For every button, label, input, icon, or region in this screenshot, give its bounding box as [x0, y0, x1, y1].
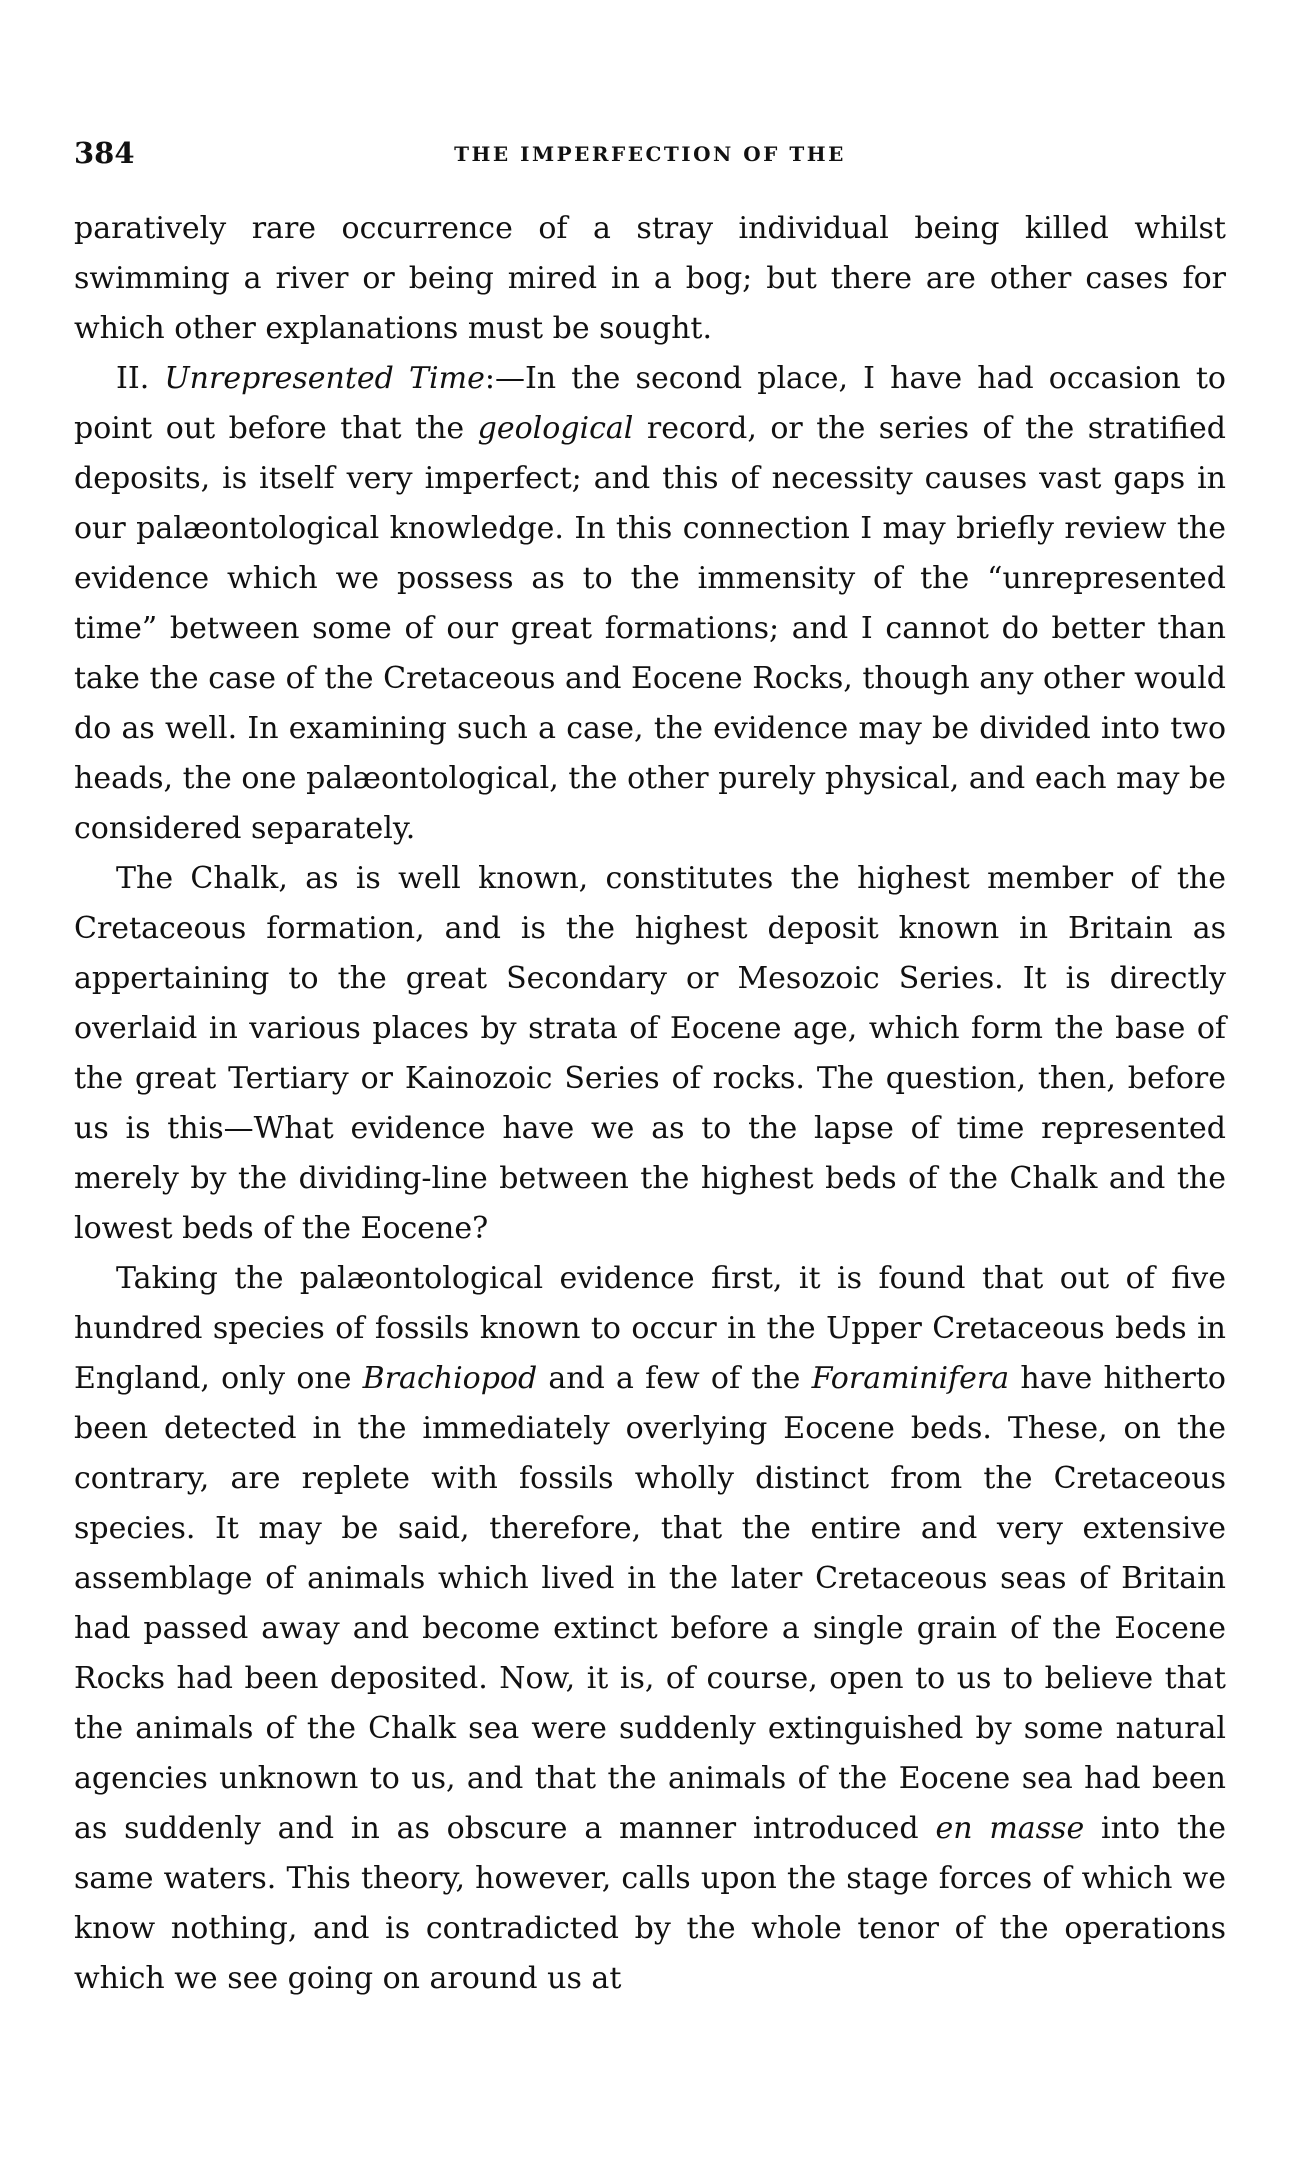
- text-run: II.: [116, 361, 165, 396]
- paragraph-2: [74, 354, 1226, 854]
- text-run: and a few of the: [537, 1361, 812, 1396]
- book-page: [74, 136, 1226, 2004]
- text-run: :—In the second place, I have had occasion to point out before that the: [74, 361, 1226, 446]
- page-header: [74, 136, 1226, 176]
- paragraph-1: [74, 204, 1226, 354]
- italic-text: Brachiopod: [362, 1361, 538, 1396]
- running-head: THE IMPERFECTION OF THE: [454, 142, 846, 166]
- paragraph-3: [74, 854, 1226, 1254]
- italic-text: Foraminifera: [811, 1361, 1010, 1396]
- italic-text: Unrepresented Time: [164, 361, 485, 396]
- body-text: [74, 204, 1226, 2004]
- page-number: 384: [74, 136, 135, 170]
- paragraph-4: [74, 1254, 1226, 2004]
- text-run: have hitherto been detected in the immediately overlying Eocene beds. These, on the contrary, are replete with fossils wholly distinct from the Cretaceous species. It may be said, therefore, that the entire and very extensive assemblage of animals which lived in the later Cretaceous seas of Britain had passed away and become extinct before a single grain of the Eocene Rocks had been deposited. Now, it is, of course, open to us to believe that the animals of the Chalk sea were suddenly extinguished by some natural agencies unknown to us, and that the animals of the Eocene sea had been as suddenly and in as obscure a manner introduced: [74, 1361, 1226, 1846]
- italic-text: en masse: [935, 1811, 1085, 1846]
- text-run: record, or the series of the stratified deposits, is itself very imperfect; and this of necessity causes vast gaps in our palæontological knowledge. In this connection I may briefly review the evidence which we possess as to the immensity of the “unrepresented time” between some of our great formations; and I cannot do better than take the case of the Cretaceous and Eocene Rocks, though any other would do as well. In examining such a case, the evidence may be divided into two heads, the one palæontological, the other purely physical, and each may be considered separately.: [74, 411, 1227, 846]
- text-run: paratively rare occurrence of a stray individual being killed whilst swimming a river or being mired in a bog; but there are other cases for which other explanations must be sought.: [74, 211, 1226, 346]
- text-run: into the same waters. This theory, however, calls upon the stage forces of which we know nothing, and is contradicted by the whole tenor of the operations which we see going on around us at: [74, 1811, 1226, 1996]
- italic-text: geological: [477, 411, 634, 446]
- text-run: Taking the palæontological evidence first, it is found that out of five hundred species of fossils known to occur in the Upper Cretaceous beds in England, only one: [74, 1261, 1226, 1396]
- text-run: The Chalk, as is well known, constitutes the highest member of the Cretaceous formation, and is the highest deposit known in Britain as appertaining to the great Secondary or Mesozoic Series. It is directly overlaid in various places by strata of Eocene age, which form the base of the great Tertiary or Kainozoic Series of rocks. The question, then, before us is this—What evidence have we as to the lapse of time represented merely by the dividing-line between the highest beds of the Chalk and the lowest beds of the Eocene?: [74, 861, 1226, 1246]
